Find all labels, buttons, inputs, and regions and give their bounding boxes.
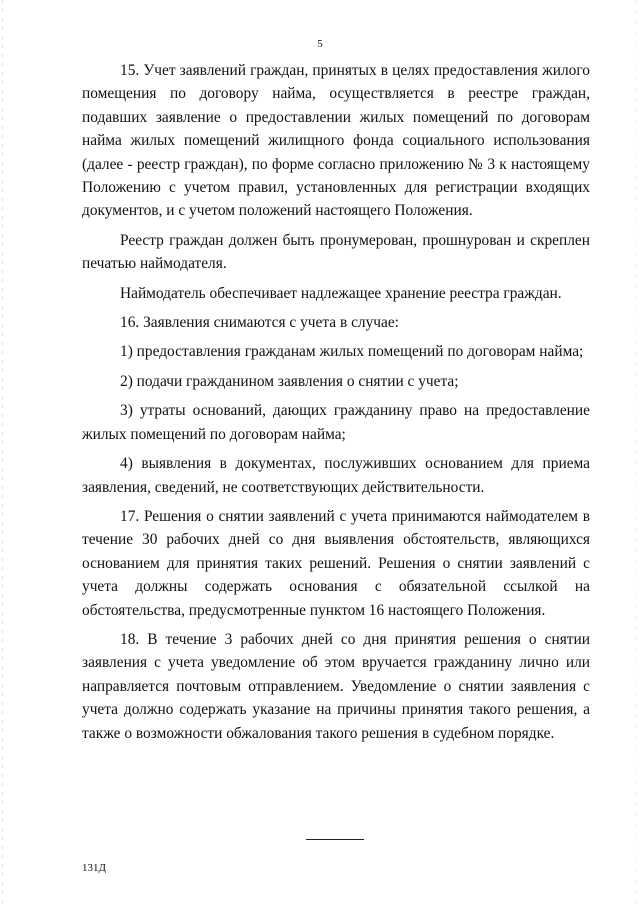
- paragraph-16-item-3: 3) утраты оснований, дающих гражданину право на предоставление жилых помещений по договорам найма;: [82, 402, 590, 443]
- paragraph-15: 15. Учет заявлений граждан, принятых в целях предоставления жилого помещения по договору найма, осуществляется в реестре граждан, подавших заявление о предоставлении жилых помещений по договорам найма жилых помещений жилищного фонда социального использования (далее - реестр граждан), по форме согласно приложению № 3 к настоящему Положению с учетом правил, установленных для регистрации входящих документов, и с учетом положений настоящего Положения.: [82, 62, 590, 220]
- scan-edge-left: [2, 0, 3, 905]
- paragraph-registry-storage: Наймодатель обеспечивает надлежащее хранение реестра граждан.: [120, 284, 562, 302]
- paragraph-17: 17. Решения о снятии заявлений с учета принимаются наймодателем в течение 30 рабочих дней со дня выявления обстоятельств, являющихся основанием для принятия таких решений. Решения о снятии заявлений с учета должны содержать основания с обязательной ссылкой на обстоятельства, предусмотренные пунктом 16 настоящего Положения.: [82, 507, 590, 619]
- paragraph-16-item-1: 1) предоставления гражданам жилых помещений по договорам найма;: [120, 343, 584, 361]
- page-number: 5: [317, 38, 323, 50]
- paragraph-registry-numbering: Реестр граждан должен быть пронумерован, прошнурован и скреплен печатью наймодателя.: [82, 231, 590, 273]
- paragraph-18: 18. В течение 3 рабочих дней со дня принятия решения о снятии заявления с учета уведомление об этом вручается гражданину лично или направляется почтовым отправлением. Уведомление о снятии заявления с учета должно содержать указание на причины принятия такого решения, а также о возможности обжалования такого решения в судебном порядке.: [82, 630, 590, 742]
- document-code: 131Д: [82, 862, 107, 874]
- document-body: [82, 59, 590, 745]
- end-divider: [306, 839, 364, 840]
- scan-edge-right: [636, 0, 637, 905]
- paragraph-16-item-4: 4) выявления в документах, послуживших основанием для приема заявления, сведений, не соответствующих действительности.: [82, 455, 590, 496]
- paragraph-16: 16. Заявления снимаются с учета в случае:: [120, 314, 399, 332]
- paragraph-16-item-2: 2) подачи гражданином заявления о снятии с учета;: [120, 372, 459, 390]
